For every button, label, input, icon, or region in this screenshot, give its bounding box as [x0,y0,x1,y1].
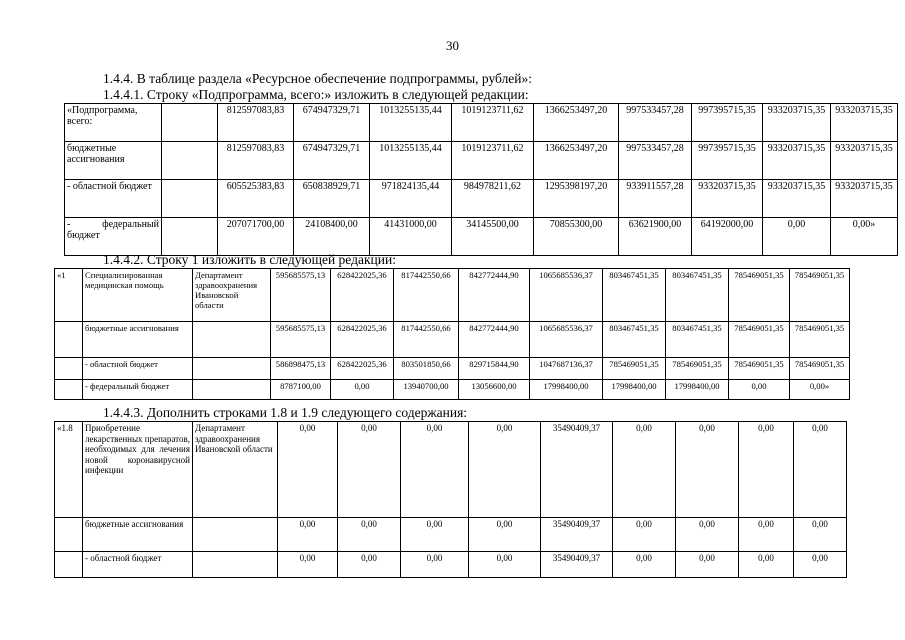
row-label: бюджетные ассигнования [83,518,193,552]
row-label: - областной бюджет [65,180,162,218]
table-row [55,422,847,518]
value-cell: 933203715,35 [831,104,898,142]
value-cell: 34145500,00 [452,218,534,256]
value-cell: 0,00 [469,552,541,578]
value-cell: 628422025,36 [331,269,394,322]
value-cell: 63621900,00 [619,218,692,256]
row-number [55,322,83,358]
value-cell: 0,00» [831,218,898,256]
row-label: - областной бюджет [83,552,193,578]
table-row [65,218,898,256]
value-cell: 0,00 [729,380,790,400]
paragraph-1-4-4: 1.4.4. В таблице раздела «Ресурсное обеспечение подпрограммы, рублей»: [103,71,533,86]
value-cell: 812597083,83 [218,142,294,180]
value-cell: 0,00 [278,518,338,552]
value-cell: 933203715,35 [763,142,831,180]
value-cell: 785469051,35 [603,358,666,380]
value-cell: 0,00» [790,380,850,400]
executor-cell [193,552,278,578]
subprogram-total-table [64,103,898,256]
value-cell: 0,00 [613,518,676,552]
row-label: - федеральный бюджет [83,380,193,400]
table-row [55,322,850,358]
value-cell: 1065685536,37 [530,269,603,322]
value-cell: 1047687136,37 [530,358,603,380]
value-cell: 0,00 [613,552,676,578]
value-cell: 0,00 [401,518,469,552]
value-cell: 0,00 [763,218,831,256]
value-cell: 933203715,35 [692,180,763,218]
row-label: бюджетные ассигнования [65,142,162,180]
value-cell: 674947329,71 [294,142,370,180]
value-cell: 0,00 [401,552,469,578]
row-label: бюджетные ассигнования [83,322,193,358]
executor-cell [193,380,271,400]
value-cell: 595685575,13 [271,269,331,322]
table-row [55,358,850,380]
value-cell: 0,00 [739,422,794,518]
table-row [65,104,898,142]
paragraph-1-4-4-2: 1.4.4.2. Строку 1 изложить в следующей редакции: [103,252,396,267]
value-cell: 997533457,28 [619,142,692,180]
executor-cell [193,518,278,552]
value-cell: 785469051,35 [666,358,729,380]
value-cell: 0,00 [794,422,847,518]
value-cell: 803467451,35 [603,269,666,322]
value-cell: 595685575,13 [271,322,331,358]
value-cell: 13940700,00 [394,380,459,400]
value-cell: 17998400,00 [603,380,666,400]
value-cell: 70855300,00 [534,218,619,256]
page-number: 30 [446,38,459,53]
row-number [55,358,83,380]
value-cell: 933911557,28 [619,180,692,218]
value-cell: 803467451,35 [603,322,666,358]
value-cell: 785469051,35 [790,322,850,358]
value-cell: 8787100,00 [271,380,331,400]
value-cell: 933203715,35 [763,180,831,218]
executor-cell: Департамент здравоохранения Ивановской области [193,269,271,322]
value-cell: 35490409,37 [541,552,613,578]
value-cell: 933203715,35 [763,104,831,142]
table-row [55,552,847,578]
table-row [55,380,850,400]
value-cell: 0,00 [794,552,847,578]
value-cell: 41431000,00 [370,218,452,256]
table-row [55,269,850,322]
empty-cell [162,142,218,180]
value-cell: 971824135,44 [370,180,452,218]
paragraph-1-4-4-3: 1.4.4.3. Дополнить строками 1.8 и 1.9 следующего содержания: [103,405,468,420]
value-cell: 829715844,90 [459,358,530,380]
value-cell: 605525383,83 [218,180,294,218]
value-cell: 817442550,66 [394,322,459,358]
value-cell: 0,00 [739,552,794,578]
value-cell: 35490409,37 [541,518,613,552]
value-cell: 842772444,90 [459,269,530,322]
value-cell: 842772444,90 [459,322,530,358]
row-number: «1 [55,269,83,322]
row-label: «Подпрограмма, всего: [65,104,162,142]
value-cell: 1013255135,44 [370,142,452,180]
value-cell: 933203715,35 [831,180,898,218]
value-cell: 0,00 [338,518,401,552]
value-cell: 785469051,35 [729,269,790,322]
value-cell: 997395715,35 [692,104,763,142]
row-number [55,552,83,578]
value-cell: 0,00 [794,518,847,552]
value-cell: 1019123711,62 [452,142,534,180]
value-cell: 0,00 [613,422,676,518]
value-cell: 812597083,83 [218,104,294,142]
value-cell: 35490409,37 [541,422,613,518]
empty-cell [162,180,218,218]
value-cell: 1065685536,37 [530,322,603,358]
value-cell: 997533457,28 [619,104,692,142]
empty-cell [162,104,218,142]
row-number [55,380,83,400]
value-cell: 785469051,35 [790,269,850,322]
value-cell: 997395715,35 [692,142,763,180]
row-number: «1.8 [55,422,83,518]
value-cell: 1366253497,20 [534,104,619,142]
value-cell: 0,00 [739,518,794,552]
row-label: Приобретение лекарственных препаратов, необходимых для лечения новой коронавирусной инфекции [83,422,193,518]
value-cell: 586898475,13 [271,358,331,380]
value-cell: 1366253497,20 [534,142,619,180]
value-cell: 0,00 [278,552,338,578]
value-cell: 785469051,35 [729,358,790,380]
table-row [55,518,847,552]
value-cell: 0,00 [676,518,739,552]
value-cell: 0,00 [278,422,338,518]
value-cell: 17998400,00 [530,380,603,400]
row-label: - областной бюджет [83,358,193,380]
value-cell: 803467451,35 [666,269,729,322]
value-cell: 628422025,36 [331,322,394,358]
value-cell: 674947329,71 [294,104,370,142]
empty-cell [162,218,218,256]
value-cell: 17998400,00 [666,380,729,400]
value-cell: 1295398197,20 [534,180,619,218]
value-cell: 24108400,00 [294,218,370,256]
row-number [55,518,83,552]
table-row [65,142,898,180]
value-cell: 0,00 [676,422,739,518]
value-cell: 0,00 [469,518,541,552]
value-cell: 13056600,00 [459,380,530,400]
executor-cell [193,358,271,380]
value-cell: 0,00 [676,552,739,578]
value-cell: 803501850,66 [394,358,459,380]
value-cell: 650838929,71 [294,180,370,218]
value-cell: 0,00 [469,422,541,518]
executor-cell [193,322,271,358]
value-cell: 0,00 [401,422,469,518]
value-cell: 933203715,35 [831,142,898,180]
value-cell: 1013255135,44 [370,104,452,142]
paragraph-1-4-4-1: 1.4.4.1. Строку «Подпрограмма, всего:» изложить в следующей редакции: [103,87,529,102]
value-cell: 0,00 [331,380,394,400]
value-cell: 803467451,35 [666,322,729,358]
row-1-table [54,268,850,400]
row-label: Специализированная медицинская помощь [83,269,193,322]
value-cell: 785469051,35 [729,322,790,358]
value-cell: 207071700,00 [218,218,294,256]
value-cell: 628422025,36 [331,358,394,380]
value-cell: 64192000,00 [692,218,763,256]
value-cell: 817442550,66 [394,269,459,322]
rows-1-8-1-9-table [54,421,847,578]
table-row [65,180,898,218]
value-cell: 1019123711,62 [452,104,534,142]
value-cell: 984978211,62 [452,180,534,218]
value-cell: 0,00 [338,422,401,518]
value-cell: 0,00 [338,552,401,578]
executor-cell: Департамент здравоохранения Ивановской области [193,422,278,518]
value-cell: 785469051,35 [790,358,850,380]
row-label: - федеральный бюджет [65,218,162,256]
